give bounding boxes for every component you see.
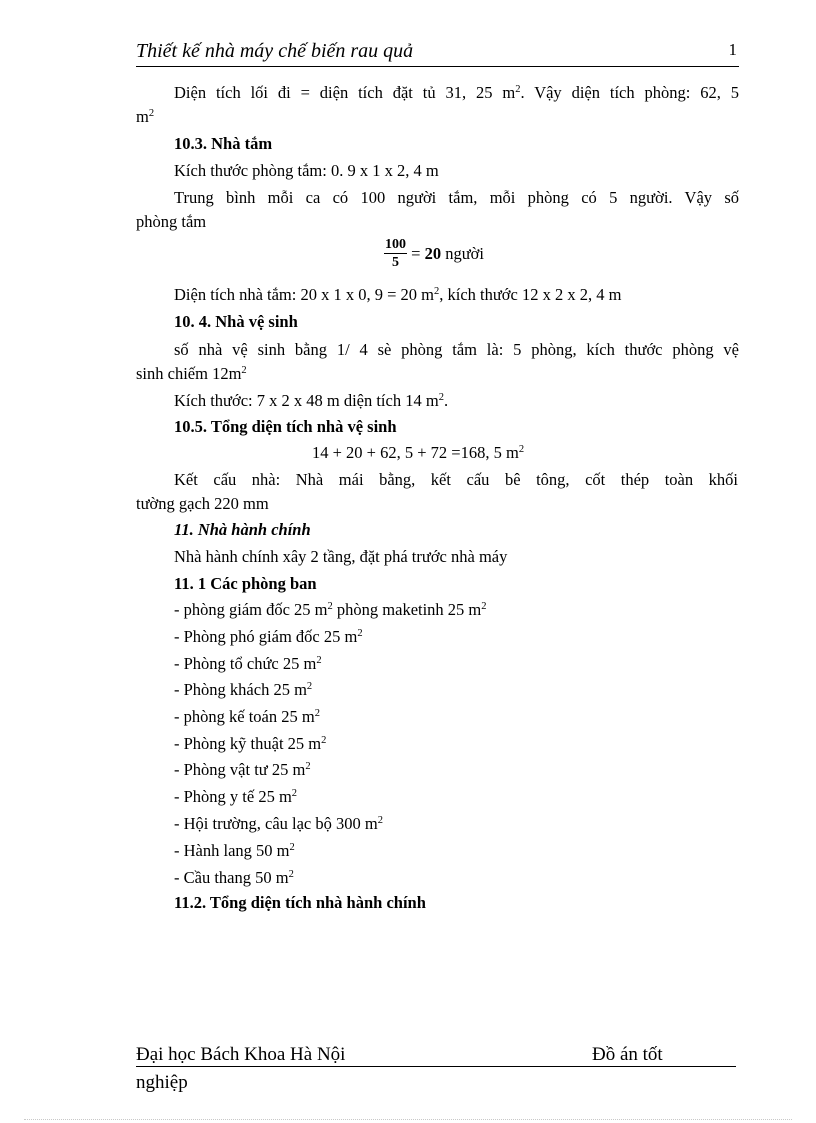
total-area-sum: 14 + 20 + 62, 5 + 72 =168, 5 $m^2$ bbox=[312, 443, 525, 462]
structure-text-cont: tường gạch 220 mm bbox=[136, 494, 269, 513]
bath-area-text: Diện tích nhà tắm: 20 x 1 x 0, 9 = 20 $m^2$, kích thước 12 x 2 x 2, 4 m bbox=[174, 285, 622, 304]
footer-project: Đồ án tốt bbox=[592, 1044, 663, 1065]
body-line-walkway-cont: $m^2$ bbox=[136, 107, 155, 126]
formula-result: 20 bbox=[424, 243, 442, 263]
list-item: - Phòng khách 25 $m^2$ bbox=[174, 680, 313, 699]
list-item: - Phòng phó giám đốc 25 $m^2$ bbox=[174, 627, 363, 646]
list-item: - Phòng vật tư 25 $m^2$ bbox=[174, 760, 311, 779]
formula-equals: = bbox=[411, 243, 425, 263]
formula-numerator: 100 bbox=[385, 237, 406, 252]
page-number: 1 bbox=[728, 40, 737, 59]
list-item: - Phòng kỹ thuật 25 $m^2$ bbox=[174, 734, 327, 753]
page-bottom-divider bbox=[24, 1119, 792, 1120]
formula-denominator: 5 bbox=[392, 255, 399, 270]
page-header bbox=[136, 40, 739, 67]
section-heading-10-5: 10.5. Tổng diện tích nhà vệ sinh bbox=[174, 417, 397, 436]
section-heading-10-4: 10. 4. Nhà vệ sinh bbox=[174, 312, 298, 331]
bath-count-text-cont: phòng tắm bbox=[136, 212, 207, 231]
header-title: Thiết kế nhà máy chế biến rau quả bbox=[136, 40, 414, 62]
admin-intro-text: Nhà hành chính xây 2 tầng, đặt phá trước nhà máy bbox=[174, 547, 508, 566]
bath-size-text: Kích thước phòng tắm: 0. 9 x 1 x 2, 4 m bbox=[174, 161, 439, 180]
section-heading-11-2: 11.2. Tổng diện tích nhà hành chính bbox=[174, 893, 426, 912]
body-line-walkway: Diện tích lối đi = diện tích đặt tủ 31, 25 $m^2$. Vậy diện tích phòng: 62, 5 bbox=[174, 83, 739, 102]
list-item: - Hội trường, câu lạc bộ 300 $m^2$ bbox=[174, 814, 383, 833]
list-item: - Phòng y tế 25 $m^2$ bbox=[174, 787, 298, 806]
toilet-size-text: Kích thước: 7 x 2 x 48 m diện tích 14 $m^2$. bbox=[174, 391, 449, 410]
list-item: - phòng kế toán 25 $m^2$ bbox=[174, 707, 320, 726]
toilet-count-text: số nhà vệ sinh bằng 1/ 4 sè phòng tắm là: 5 phòng, kích thước phòng vệ bbox=[174, 340, 739, 359]
bath-count-text: Trung bình mỗi ca có 100 người tắm, mỗi phòng có 5 người. Vậy số bbox=[174, 188, 739, 207]
list-item: - phòng giám đốc 25 $m^2$ phòng maketinh 25 $m^2$ bbox=[174, 600, 487, 619]
toilet-count-text-cont: sinh chiếm $12m^2$ bbox=[136, 364, 247, 383]
section-heading-11: 11. Nhà hành chính bbox=[174, 520, 311, 539]
footer-project-cont: nghiệp bbox=[136, 1072, 188, 1093]
list-item: - Cầu thang 50 $m^2$ bbox=[174, 868, 294, 887]
formula-fraction bbox=[384, 236, 407, 271]
section-heading-11-1: 11. 1 Các phòng ban bbox=[174, 574, 317, 593]
footer-university: Đại học Bách Khoa Hà Nội bbox=[136, 1044, 346, 1065]
bath-count-formula bbox=[384, 236, 484, 276]
footer-rule bbox=[136, 1066, 736, 1067]
formula-unit: người bbox=[441, 243, 484, 263]
structure-text: Kết cấu nhà: Nhà mái bằng, kết cấu bê tông, cốt thép toàn khối bbox=[174, 470, 738, 489]
list-item: - Hành lang 50 $m^2$ bbox=[174, 841, 295, 860]
section-heading-10-3: 10.3. Nhà tắm bbox=[174, 134, 273, 153]
list-item: - Phòng tổ chức 25 $m^2$ bbox=[174, 654, 322, 673]
